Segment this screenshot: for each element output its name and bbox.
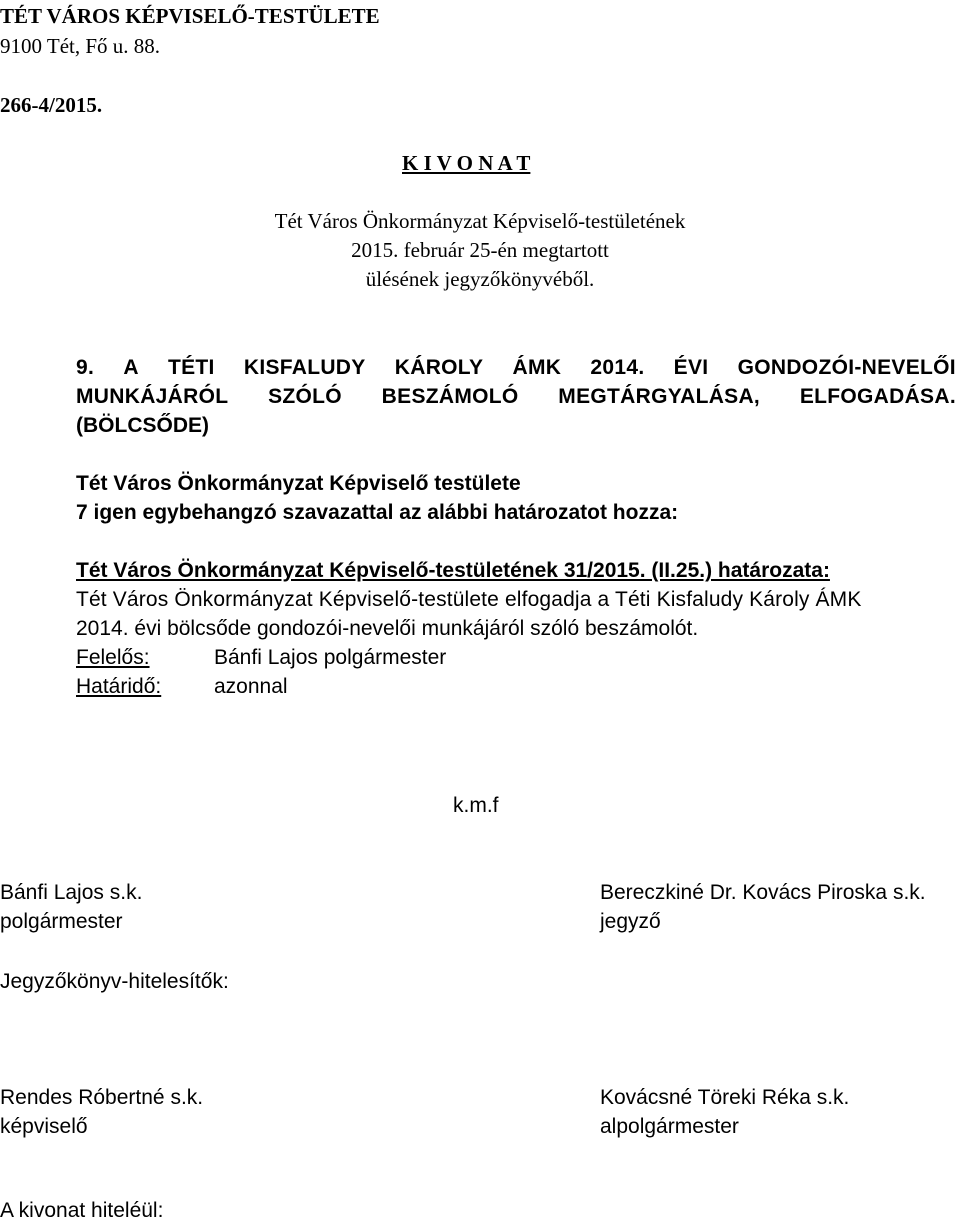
kmf-mark: k.m.f xyxy=(453,794,499,817)
kivonat-line-2: 2015. február 25-én megtartott xyxy=(351,238,609,262)
signature-right-title: jegyző xyxy=(600,910,661,933)
authenticator-right-title: alpolgármester xyxy=(600,1115,739,1138)
resolution-heading: Tét Város Önkormányzat Képviselő-testületének 31/2015. (II.25.) határozata: xyxy=(76,559,830,582)
agenda-word: 2014. xyxy=(590,356,645,379)
authenticator-left-title: képviselő xyxy=(0,1115,88,1138)
agenda-word: TÉTI xyxy=(167,356,215,379)
deadline-label: Határidő: xyxy=(76,675,162,698)
agenda-line-3: (BÖLCSŐDE) xyxy=(76,414,209,437)
signature-right-name: Bereczkiné Dr. Kovács Piroska s.k. xyxy=(600,881,926,904)
signature-left-name: Bánfi Lajos s.k. xyxy=(0,881,143,904)
certification-footer: A kivonat hiteléül: xyxy=(0,1199,164,1222)
authenticator-right-name: Kovácsné Töreki Réka s.k. xyxy=(600,1086,850,1109)
agenda-word: ÁMK xyxy=(512,356,562,379)
responsible-label: Felelős: xyxy=(76,646,150,669)
deadline-value: azonnal xyxy=(214,675,288,698)
responsible-value: Bánfi Lajos polgármester xyxy=(214,646,447,669)
agenda-word: MEGTÁRGYALÁSA, xyxy=(558,385,761,408)
resolution-body-line-2: 2014. évi bölcsőde gondozói-nevelői munkájáról szóló beszámolót. xyxy=(76,617,699,640)
agenda-word: GONDOZÓI-NEVELŐI xyxy=(737,356,956,379)
agenda-word: MUNKÁJÁRÓL xyxy=(76,385,229,408)
agenda-word: BESZÁMOLÓ xyxy=(381,385,519,408)
resolution-body-line-1: Tét Város Önkormányzat Képviselő-testülete elfogadja a Téti Kisfaludy Károly ÁMK xyxy=(76,588,862,611)
agenda-word: A xyxy=(123,356,139,379)
agenda-line-1 xyxy=(76,357,956,378)
agenda-word: 9. xyxy=(76,356,95,379)
agenda-word: ELFOGADÁSA. xyxy=(799,385,956,408)
agenda-line-2 xyxy=(76,386,956,407)
kivonat-line-1: Tét Város Önkormányzat Képviselő-testületének xyxy=(274,209,686,233)
authenticator-left-name: Rendes Róbertné s.k. xyxy=(0,1086,204,1109)
kivonat-line-3: ülésének jegyzőkönyvéből. xyxy=(365,267,595,291)
vote-line-1: Tét Város Önkormányzat Képviselő testülete xyxy=(76,472,521,495)
organization-address: 9100 Tét, Fő u. 88. xyxy=(0,34,161,58)
signature-left-title: polgármester xyxy=(0,910,123,933)
document-title: K I V O N A T xyxy=(402,151,531,175)
authenticators-label: Jegyzőkönyv-hitelesítők: xyxy=(0,970,229,993)
organization-name: TÉT VÁROS KÉPVISELŐ-TESTÜLETE xyxy=(0,4,380,28)
agenda-word: SZÓLÓ xyxy=(268,385,342,408)
vote-line-2: 7 igen egybehangzó szavazattal az alábbi határozatot hozza: xyxy=(76,501,679,524)
agenda-word: KÁROLY xyxy=(394,356,484,379)
agenda-word: KISFALUDY xyxy=(243,356,366,379)
agenda-word: ÉVI xyxy=(673,356,709,379)
reference-number: 266-4/2015. xyxy=(0,93,103,117)
